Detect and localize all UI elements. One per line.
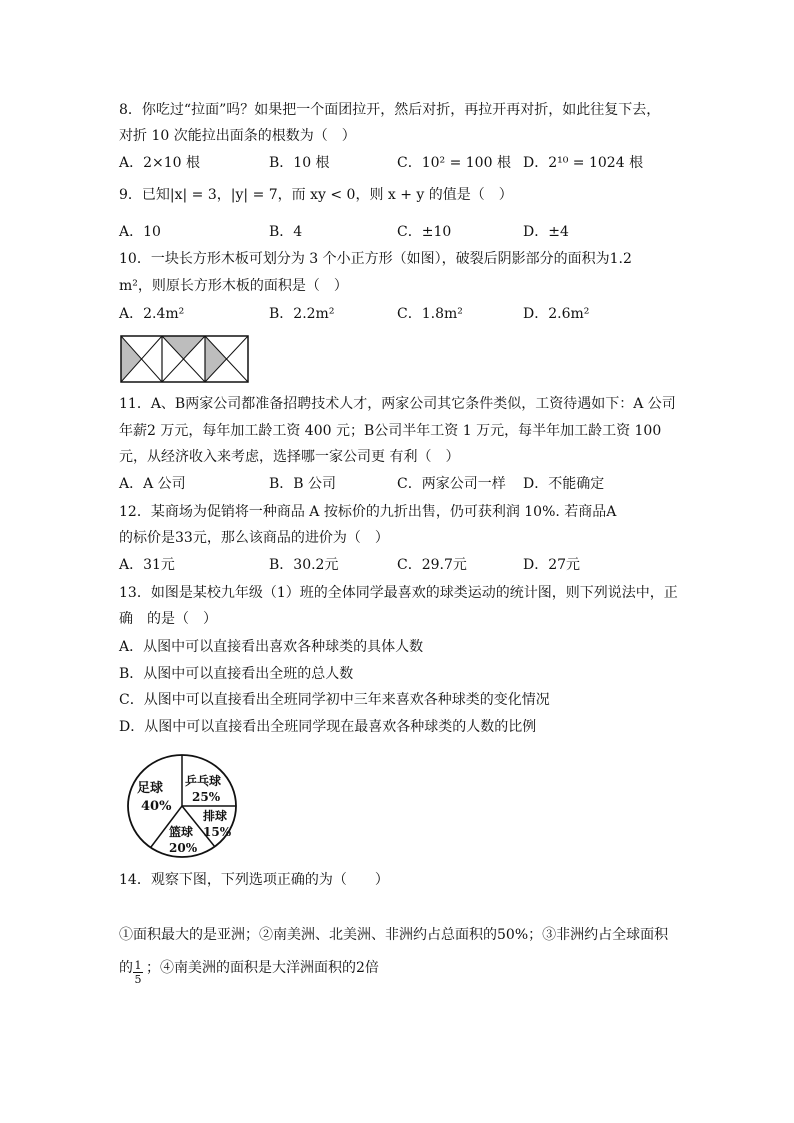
q13-stem-line2: 确 的是（ ） [119,611,217,627]
q12-option-d: D．27元 [523,557,581,573]
q13-option-b: B．从图中可以直接看出全班的总人数 [119,666,354,682]
q10-stem-line1: 10．一块长方形木板可划分为 3 个小正方形（如图），破裂后阴影部分的面积为1.2 [119,251,632,267]
q8-option-c: C．10² = 100 根 [397,155,511,171]
q9-option-b: B．4 [269,224,303,240]
q13-stem-line1: 13．如图是某校九年级（1）班的全体同学最喜欢的球类运动的统计图，则下列说法中，正 [119,585,678,601]
q11-option-d: D．不能确定 [523,476,605,492]
shaded-triangle-right [205,336,227,382]
pie-pct-football: 40% [141,799,172,814]
q10-option-d: D．2.6m² [523,306,590,322]
q8-options [119,153,719,173]
q11-option-c: C．两家公司一样 [397,476,506,492]
q14-statements-line1: ①面积最大的是亚洲；②南美洲、北美洲、非洲约占总面积的50%；③非洲约占全球面积 [119,927,669,943]
q10-option-b: B．2.2m² [269,306,335,322]
shaded-triangle-left [121,336,141,382]
q8-stem-line2: 对折 10 次能拉出面条的根数为（ ） [119,128,356,144]
q8-option-d: D．2¹⁰ = 1024 根 [523,155,644,171]
q9-option-a: A．10 [119,224,161,240]
q12-options [119,555,719,575]
q11-stem-line3: 元，从经济收入来考虑，选择哪一家公司更 有利（ ） [119,449,460,465]
q8-option-b: B．10 根 [269,155,330,171]
q14-stem: 14．观察下图，下列选项正确的为（ ） [119,872,389,888]
q11-stem-line2: 年薪2 万元，每年加工龄工资 400 元；B公司半年工资 1 万元，每半年加工龄工资 100 [119,423,662,439]
q8-option-a: A．2×10 根 [119,155,201,171]
q12-option-c: C．29.7元 [397,557,467,573]
q14-fraction-numerator: 1 [134,959,142,972]
ball-sports-pie-chart [125,752,240,860]
q11-option-a: A．A 公司 [119,476,186,492]
q12-stem-line2: 的标价是33元，那么该商品的进价为（ ） [119,530,389,546]
pie-pct-volleyball: 15% [203,825,232,839]
q9-options [119,222,719,242]
q12-option-b: B．30.2元 [269,557,339,573]
q11-options [119,474,719,494]
q14-statements-prefix: 的 [119,960,133,976]
q10-option-a: A．2.4m² [119,306,185,322]
q14-fraction-denominator: 5 [134,973,142,986]
pie-label-volleyball: 排球 [203,809,228,823]
q9-stem: 9．已知|x| = 3，|y| = 7，而 xy < 0，则 x + y 的值是（ ） [119,187,513,203]
q14-fraction [133,960,143,985]
q10-options [119,304,719,324]
q13-option-c: C．从图中可以直接看出全班同学初中三年来喜欢各种球类的变化情况 [119,692,550,708]
shaded-triangle-middle [162,336,205,359]
pie-label-football: 足球 [137,781,164,796]
q10-stem-line2: m²，则原长方形木板的面积是（ ） [119,278,348,294]
q13-option-d: D．从图中可以直接看出全班同学现在最喜欢各种球类的人数的比例 [119,719,537,735]
board-figure [119,334,251,384]
q13-option-a: A．从图中可以直接看出喜欢各种球类的具体人数 [119,639,424,655]
q9-option-c: C．±10 [397,224,452,240]
q12-option-a: A．31元 [119,557,175,573]
q11-stem-line1: 11．A、B两家公司都准备招聘技术人才，两家公司其它条件类似，工资待遇如下：A 公司 [119,396,676,412]
pie-pct-basketball: 20% [169,841,198,855]
pie-label-pingpong: 乒乓球 [185,774,222,788]
q14-statements-suffix: ；④南美洲的面积是大洋洲面积的2倍 [146,960,379,976]
q9-option-d: D．±4 [523,224,569,240]
q12-stem-line1: 12．某商场为促销将一种商品 A 按标价的九折出售，仍可获利润 10%. 若商品A [119,504,617,520]
q10-option-c: C．1.8m² [397,306,463,322]
pie-label-basketball: 篮球 [169,825,194,839]
pie-pct-pingpong: 25% [192,790,221,804]
q8-stem-line1: 8．你吃过“拉面”吗？如果把一个面团拉开，然后对折，再拉开再对折，如此往复下去， [119,102,661,118]
q11-option-b: B．B 公司 [269,476,337,492]
